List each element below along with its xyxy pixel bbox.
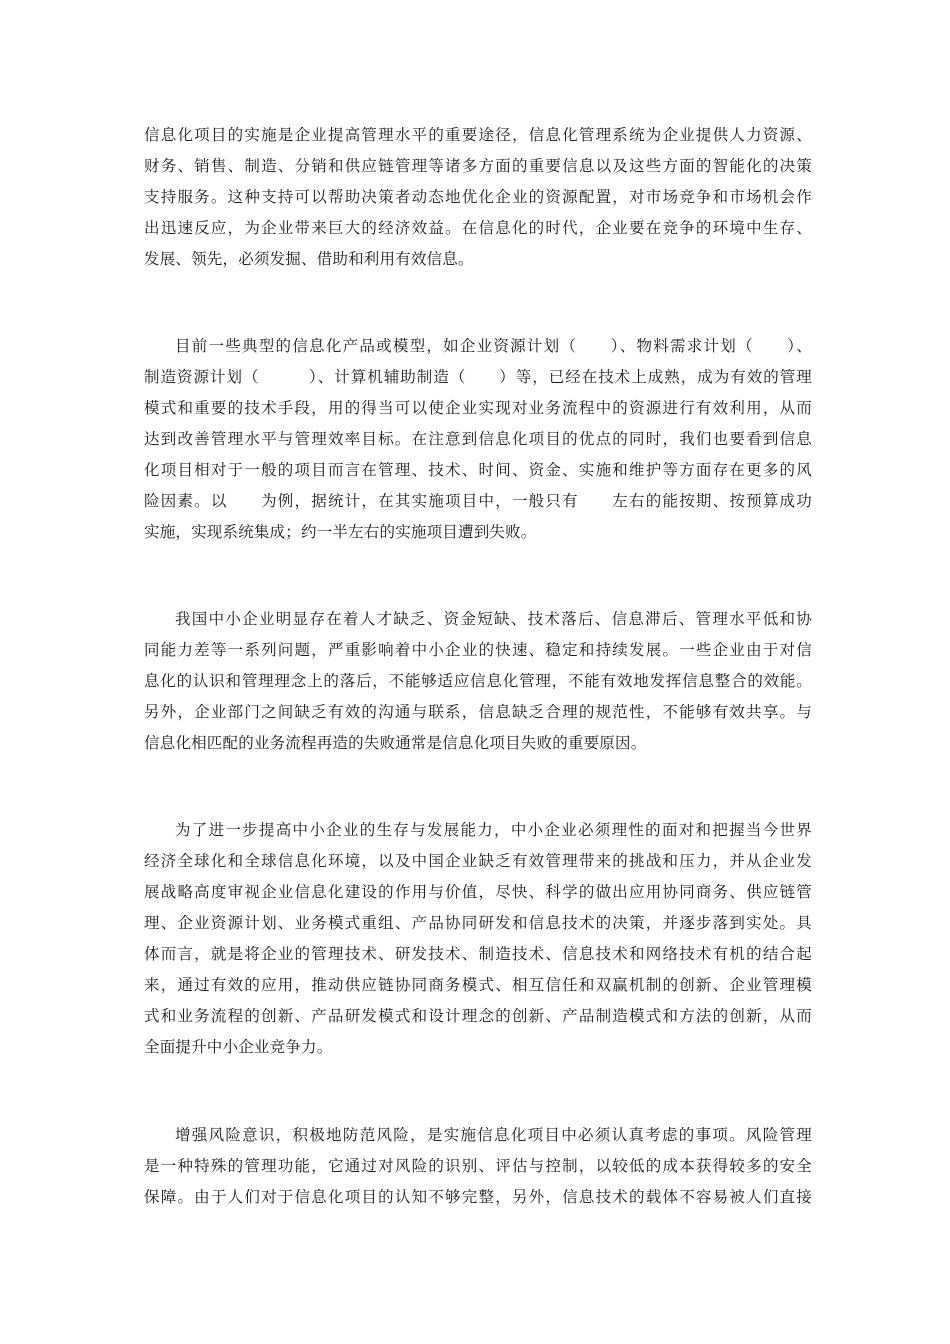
text-line: 经济全球化和全球信息化环境，以及中国企业缺乏有效管理带来的挑战和压力，并从企业发 bbox=[144, 852, 812, 870]
text-line: 同能力差等一系列问题，严重影响着中小企业的快速、稳定和持续发展。一些企业由于对信 bbox=[144, 641, 812, 659]
text-line: 实施，实现系统集成；约一半左右的实施项目遭到失败。 bbox=[144, 523, 537, 541]
paragraph-4 bbox=[144, 815, 812, 1063]
text-line: 发展、领先，必须发掘、借助和利用有效信息。 bbox=[144, 250, 474, 268]
paragraph-1 bbox=[144, 120, 812, 275]
text-line: 展战略高度审视企业信息化建设的作用与价值，尽快、科学的做出应用协同商务、供应链管 bbox=[144, 883, 812, 901]
text-line: 支持服务。这种支持可以帮助决策者动态地优化企业的资源配置，对市场竞争和市场机会作 bbox=[144, 188, 812, 206]
paragraph-3 bbox=[144, 604, 812, 759]
text-line: 达到改善管理水平与管理效率目标。在注意到信息化项目的优点的同时，我们也要看到信息 bbox=[144, 430, 812, 448]
text-line: 财务、销售、制造、分销和供应链管理等诸多方面的重要信息以及这些方面的智能化的决策 bbox=[144, 157, 812, 175]
text-line: 来，通过有效的应用，推动供应链协同商务模式、相互信任和双赢机制的创新、企业管理模 bbox=[144, 976, 812, 994]
text-line: 另外，企业部门之间缺乏有效的沟通与联系，信息缺乏合理的规范性，不能够有效共享。与 bbox=[144, 703, 812, 721]
paragraph-5 bbox=[144, 1120, 812, 1213]
text-line: 全面提升中小企业竞争力。 bbox=[144, 1038, 333, 1056]
text-line: 化项目相对于一般的项目而言在管理、技术、时间、资金、实施和维护等方面存在更多的风 bbox=[144, 461, 812, 479]
text-line: 为了进一步提高中小企业的生存与发展能力，中小企业必须理性的面对和把握当今世界 bbox=[175, 821, 812, 839]
text-line: 制造资源计划（ ）、计算机辅助制造（ ）等，已经在技术上成熟，成为有效的管理 bbox=[144, 368, 812, 386]
text-line: 信息化项目的实施是企业提高管理水平的重要途径，信息化管理系统为企业提供人力资源、 bbox=[144, 126, 812, 144]
text-line: 模式和重要的技术手段，用的得当可以使企业实现对业务流程中的资源进行有效利用，从而 bbox=[144, 399, 812, 417]
text-line: 信息化相匹配的业务流程再造的失败通常是信息化项目失败的重要原因。 bbox=[144, 734, 647, 752]
text-line: 保障。由于人们对于信息化项目的认知不够完整，另外，信息技术的载体不容易被人们直接 bbox=[144, 1188, 812, 1206]
text-line: 是一种特殊的管理功能，它通过对风险的识别、评估与控制，以较低的成本获得较多的安全 bbox=[144, 1157, 812, 1175]
text-line: 式和业务流程的创新、产品研发模式和设计理念的创新、产品制造模式和方法的创新，从而 bbox=[144, 1007, 812, 1025]
text-line: 目前一些典型的信息化产品或模型，如企业资源计划（ ）、物料需求计划（ ）、 bbox=[175, 337, 812, 355]
text-line: 我国中小企业明显存在着人才缺乏、资金短缺、技术落后、信息滞后、管理水平低和协 bbox=[175, 610, 812, 628]
text-line: 体而言，就是将企业的管理技术、研发技术、制造技术、信息技术和网络技术有机的结合起 bbox=[144, 945, 812, 963]
text-line: 险因素。以 为例，据统计，在其实施项目中，一般只有 左右的能按期、按预算成功 bbox=[144, 492, 812, 510]
text-line: 增强风险意识，积极地防范风险，是实施信息化项目中必须认真考虑的事项。风险管理 bbox=[175, 1126, 812, 1144]
text-line: 理、企业资源计划、业务模式重组、产品协同研发和信息技术的决策，并逐步落到实处。具 bbox=[144, 914, 812, 932]
text-line: 息化的认识和管理理念上的落后，不能够适应信息化管理，不能有效地发挥信息整合的效能。 bbox=[144, 672, 812, 690]
text-line: 出迅速反应，为企业带来巨大的经济效益。在信息化的时代，企业要在竞争的环境中生存、 bbox=[144, 219, 812, 237]
paragraph-2 bbox=[144, 331, 812, 548]
